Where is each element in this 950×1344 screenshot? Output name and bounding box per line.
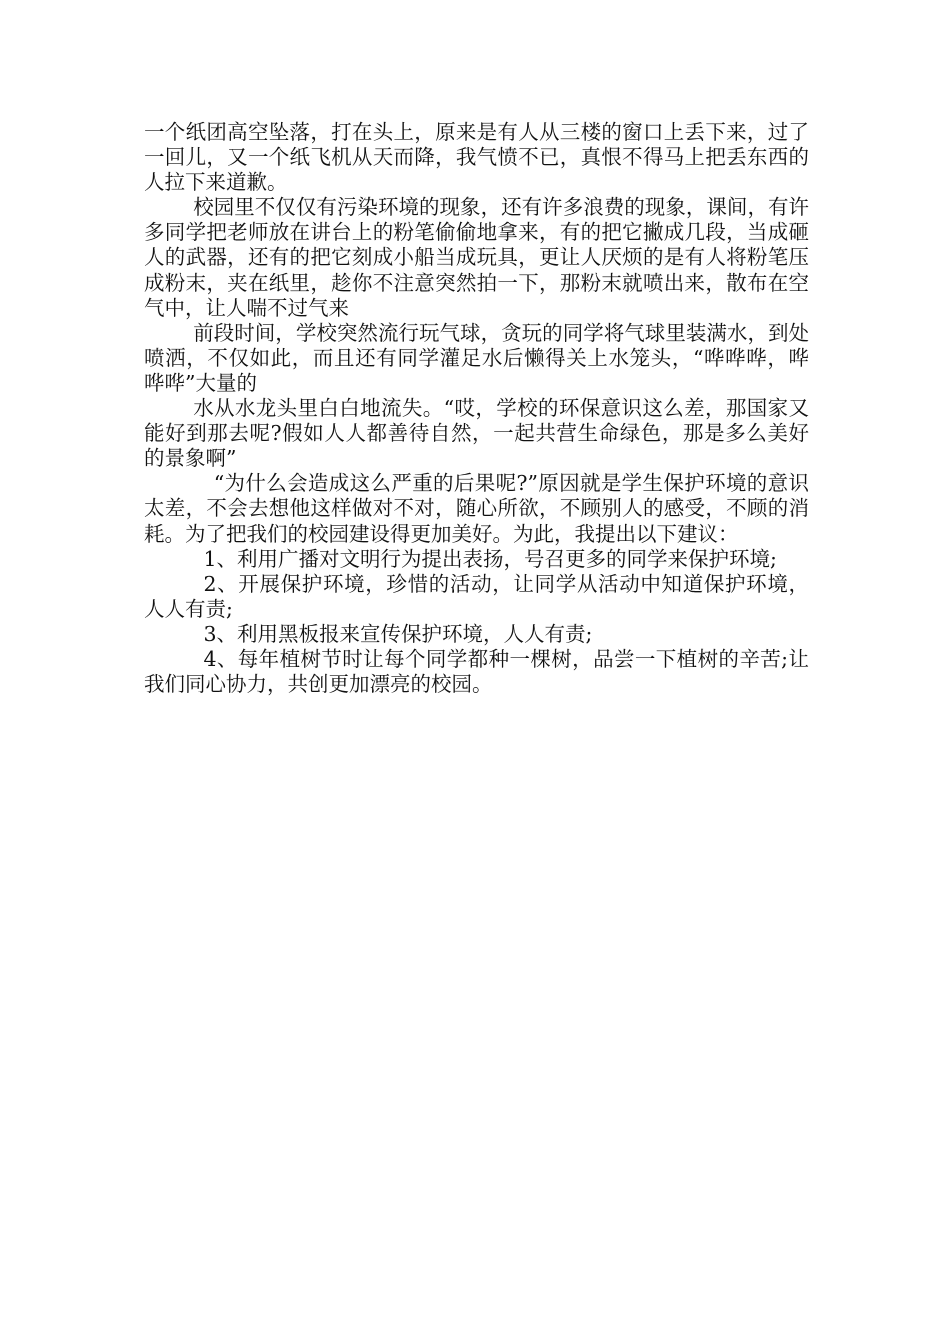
list-item: 1、利用广播对文明行为提出表扬，号召更多的同学来保护环境; bbox=[203, 546, 777, 571]
paragraph: 前段时间，学校突然流行玩气球，贪玩的同学将气球里装满水，到处喷洒，不仅如此，而且还有同学灌足水后懒得关上水笼头，“哗哗哗，哗哗哗”大量的 bbox=[144, 320, 809, 395]
list-item: 2、开展保护环境，珍惜的活动，让同学从活动中知道保护环境，人人有责; bbox=[144, 571, 809, 621]
list-item: 4、每年植树节时让每个同学都种一棵树，品尝一下植树的辛苦;让我们同心协力，共创更加漂亮的校园。 bbox=[144, 646, 809, 697]
paragraph: 一个纸团高空坠落，打在头上，原来是有人从三楼的窗口上丢下来，过了一回儿，又一个纸飞机从天而降，我气愤不已，真恨不得马上把丢东西的人拉下来道歉。 bbox=[144, 120, 809, 195]
paragraph: 水从水龙头里白白地流失。“哎，学校的环保意识这么差，那国家又能好到那去呢?假如人人都善待自然，一起共营生命绿色，那是多么美好的景象啊” bbox=[144, 396, 809, 471]
list-item: 3、利用黑板报来宣传保护环境，人人有责; bbox=[203, 621, 593, 646]
paragraph: 校园里不仅仅有污染环境的现象，还有许多浪费的现象，课间，有许多同学把老师放在讲台上的粉笔偷偷地拿来，有的把它撇成几段，当成砸人的武器，还有的把它刻成小船当成玩具，更让人厌烦的是有人将粉笔压成粉末，夹在纸里，趁你不注意突然拍一下，那粉末就喷出来，散布在空气中，让人喘不过气来 bbox=[144, 195, 809, 320]
document-body bbox=[144, 120, 809, 697]
paragraph: “为什么会造成这么严重的后果呢?”原因就是学生保护环境的意识太差，不会去想他这样做对不对，随心所欲，不顾别人的感受，不顾的消耗。为了把我们的校园建设得更加美好。为此，我提出以下建议： bbox=[144, 471, 809, 546]
